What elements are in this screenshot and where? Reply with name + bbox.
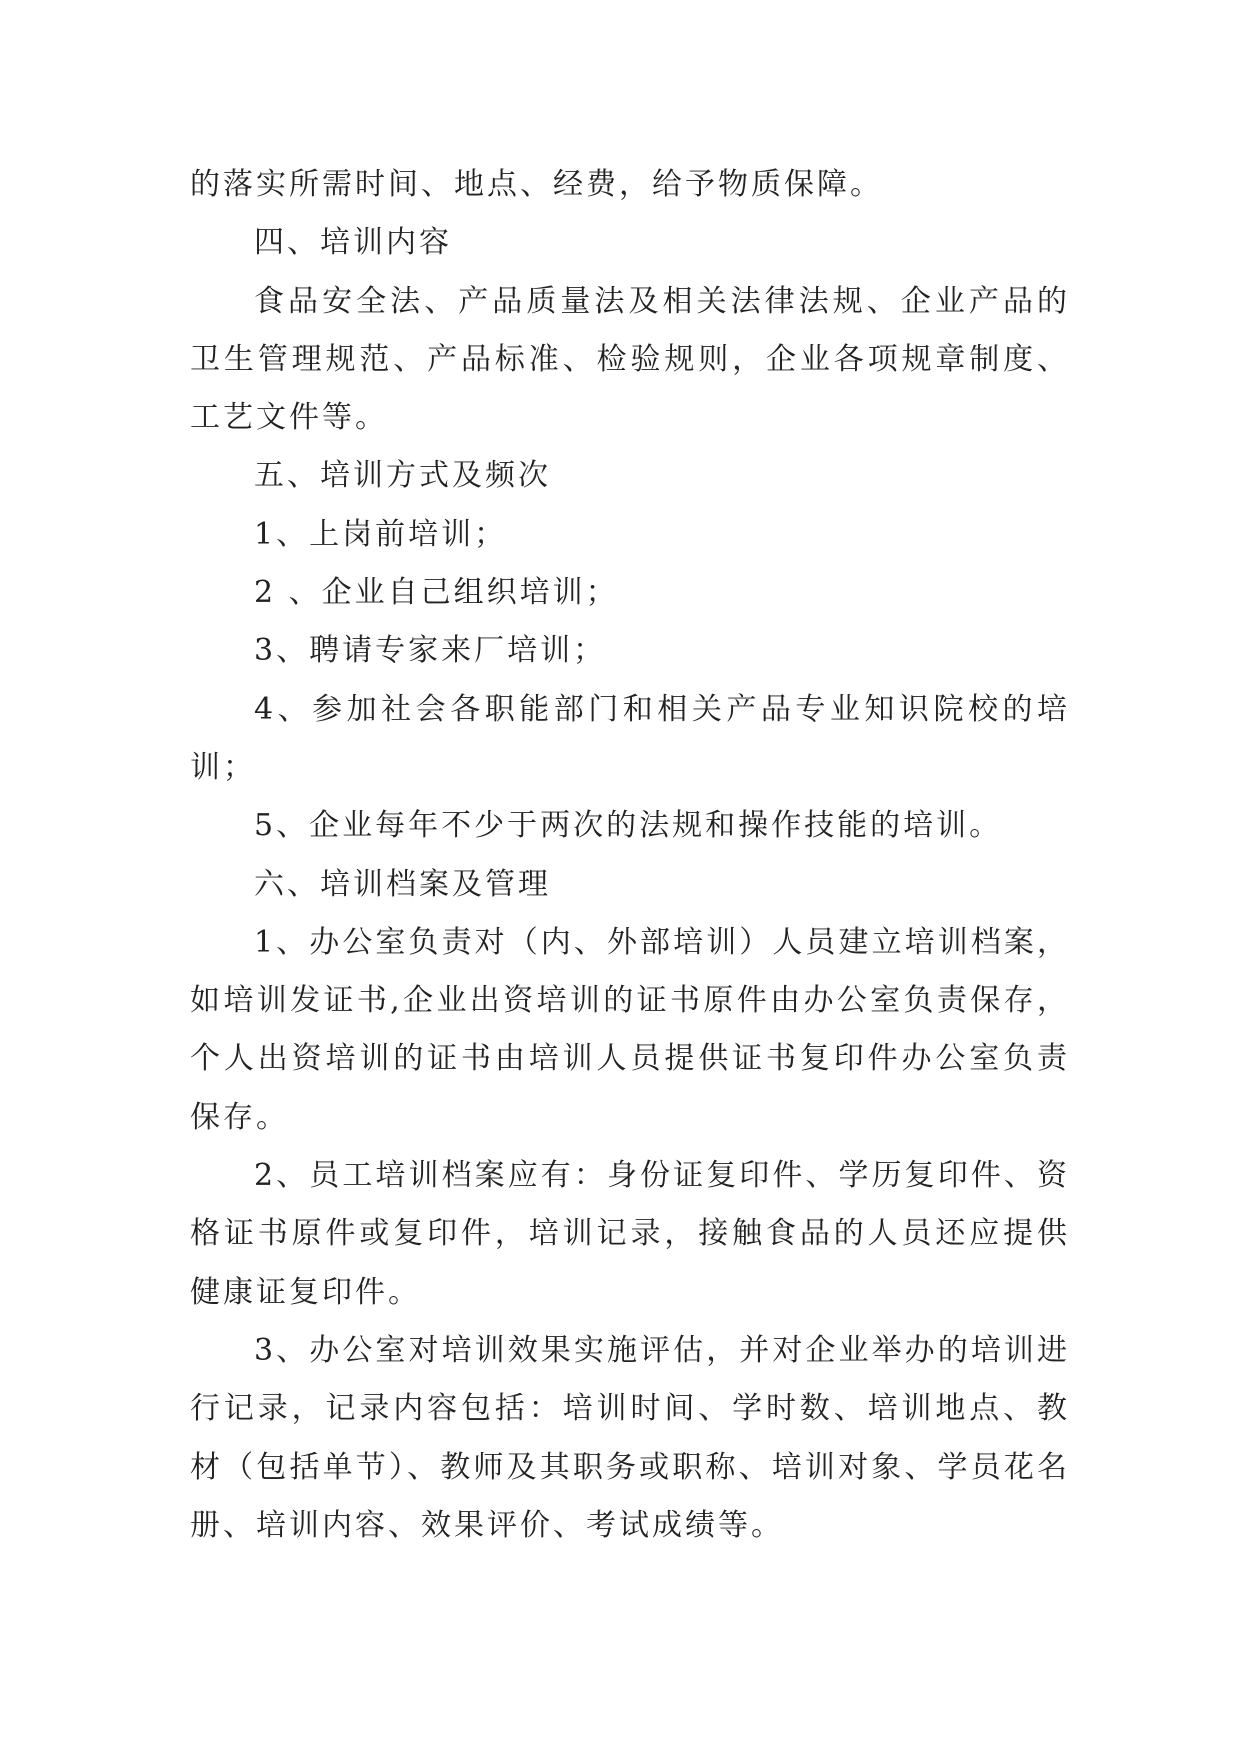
document-body: [190, 156, 1070, 1555]
list-item-records-3: 3、办公室对培训效果实施评估，并对企业举办的培训进行记录，记录内容包括：培训时间、学时数、培训地点、教材（包括单节）、教师及其职务或职称、培训对象、学员花名册、培训内容、效果评价、考试成绩等。: [190, 1332, 1070, 1543]
list-item-method-1: 1、上岗前培训；: [254, 516, 508, 552]
paragraph-training-content: 食品安全法、产品质量法及相关法律法规、企业产品的卫生管理规范、产品标准、检验规则，企业各项规章制度、工艺文件等。: [190, 283, 1070, 436]
list-item-method-5: 5、企业每年不少于两次的法规和操作技能的培训。: [254, 808, 1003, 844]
list-item-records-1: 1、办公室负责对（内、外部培训）人员建立培训档案，如培训发证书,企业出资培训的证书原件由办公室负责保存，个人出资培训的证书由培训人员提供证书复印件办公室负责保存。: [190, 924, 1070, 1135]
section-heading-training-records: 六、培训档案及管理: [254, 866, 551, 902]
list-item-method-2: 2 、企业自己组织培训；: [254, 575, 619, 611]
list-item-method-4: 4、参加社会各职能部门和相关产品专业知识院校的培训；: [190, 691, 1070, 785]
list-item-records-2: 2、员工培训档案应有：身份证复印件、学历复印件、资格证书原件或复印件，培训记录，接触食品的人员还应提供健康证复印件。: [190, 1158, 1070, 1310]
list-item-method-3: 3、聘请专家来厂培训；: [254, 633, 607, 669]
section-heading-training-content: 四、培训内容: [254, 225, 452, 261]
section-heading-training-methods: 五、培训方式及频次: [254, 458, 551, 494]
paragraph-continuation: 的落实所需时间、地点、经费，给予物质保障。: [190, 167, 883, 202]
